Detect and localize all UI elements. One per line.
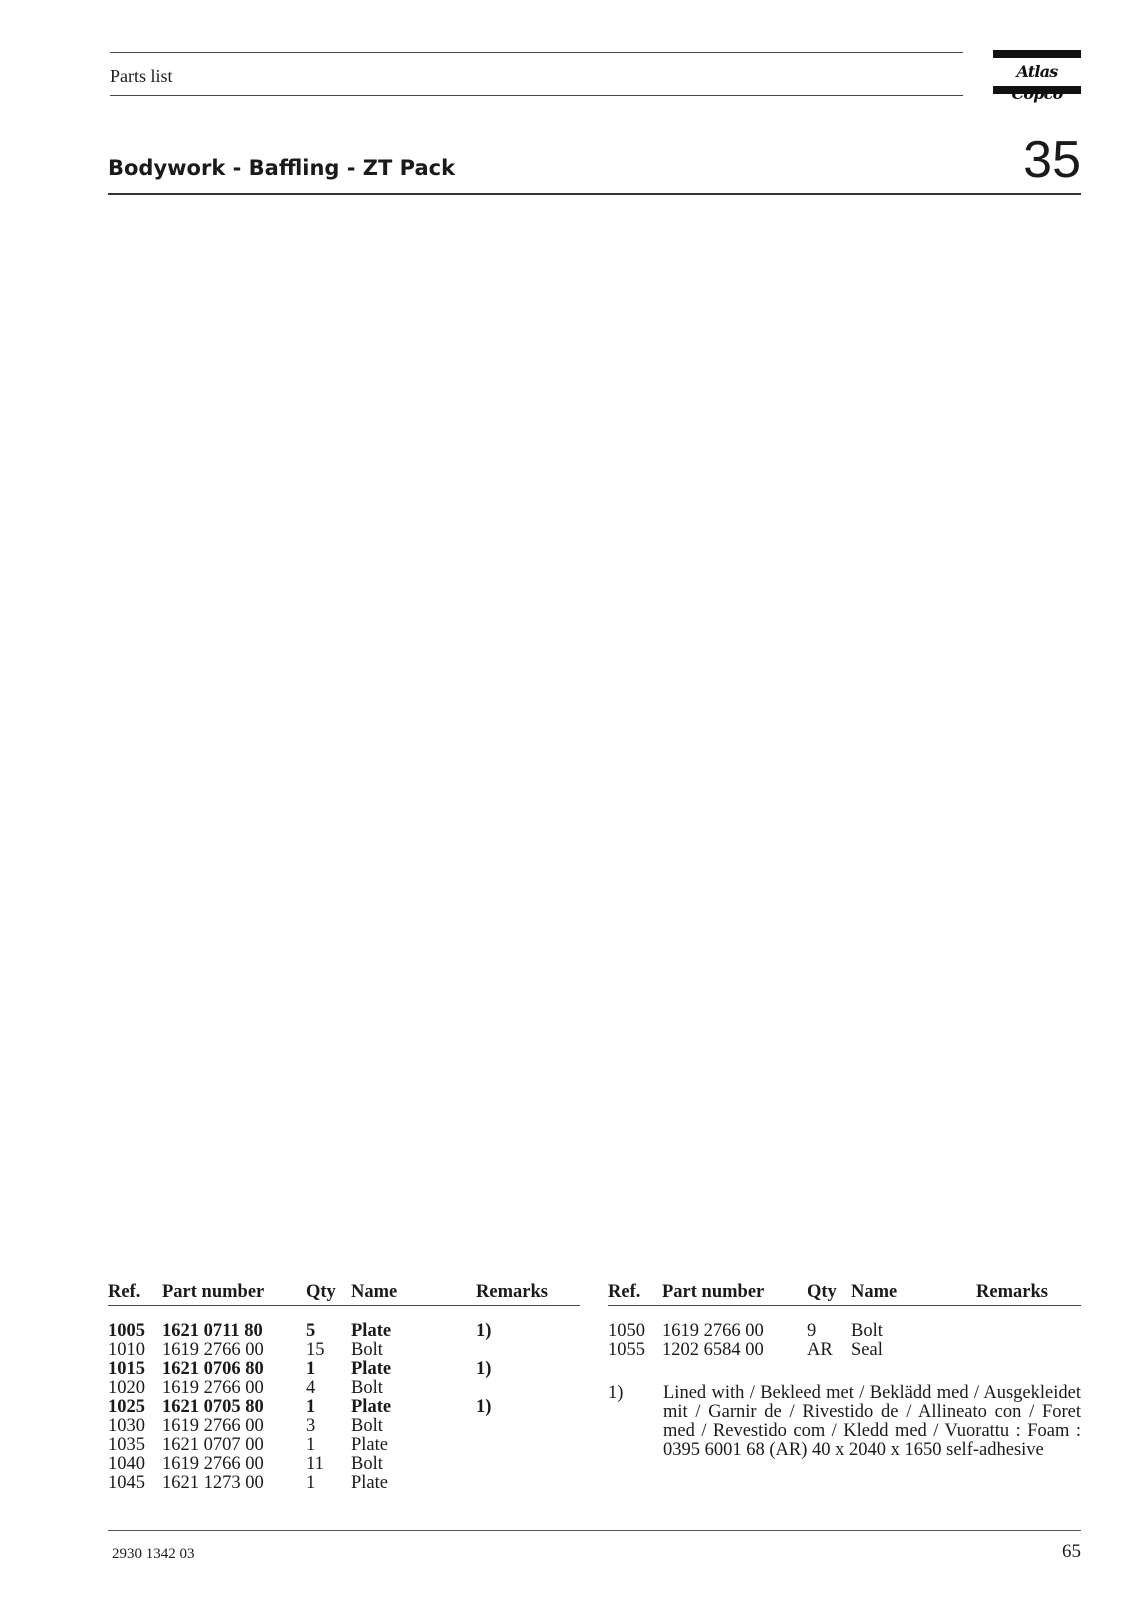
header-bottom-rule [110, 95, 963, 96]
cell-ref: 1005 [108, 1321, 145, 1341]
cell-qty: 1 [306, 1435, 316, 1455]
atlas-copco-logo [993, 50, 1081, 95]
cell-part-number: 1621 1273 00 [162, 1473, 264, 1493]
cell-ref: 1020 [108, 1378, 145, 1398]
logo-bottom-bar [993, 86, 1081, 94]
cell-part-number: 1621 0711 80 [162, 1321, 263, 1341]
table-row [108, 1379, 580, 1398]
cell-qty: 11 [306, 1454, 324, 1474]
col-header-name: Name [351, 1282, 398, 1302]
cell-ref: 1030 [108, 1416, 145, 1436]
cell-name: Bolt [351, 1378, 383, 1398]
cell-qty: AR [807, 1340, 833, 1360]
cell-remarks: 1) [476, 1359, 492, 1379]
cell-qty: 1 [306, 1397, 316, 1417]
table-row [608, 1322, 1081, 1341]
right-parts-table [608, 1322, 1081, 1360]
cell-ref: 1015 [108, 1359, 145, 1379]
header-top-rule [110, 52, 963, 53]
cell-name: Bolt [351, 1454, 383, 1474]
cell-name: Bolt [351, 1340, 383, 1360]
col-header-qty: Qty [807, 1282, 837, 1302]
table-row [108, 1360, 580, 1379]
cell-part-number: 1621 0707 00 [162, 1435, 264, 1455]
table-row [108, 1322, 580, 1341]
cell-ref: 1050 [608, 1321, 645, 1341]
table-row [108, 1455, 580, 1474]
col-header-remarks: Remarks [476, 1282, 548, 1302]
cell-qty: 3 [306, 1416, 316, 1436]
cell-ref: 1025 [108, 1397, 145, 1417]
cell-part-number: 1619 2766 00 [162, 1340, 264, 1360]
document-number: 2930 1342 03 [112, 1546, 195, 1562]
cell-name: Plate [351, 1473, 388, 1493]
cell-ref: 1035 [108, 1435, 145, 1455]
footer-rule [108, 1530, 1081, 1531]
cell-part-number: 1619 2766 00 [662, 1321, 764, 1341]
cell-remarks: 1) [476, 1397, 492, 1417]
cell-ref: 1045 [108, 1473, 145, 1493]
section-title: Bodywork - Baffling - ZT Pack [108, 156, 456, 180]
cell-ref: 1040 [108, 1454, 145, 1474]
table-row [108, 1341, 580, 1360]
cell-part-number: 1621 0705 80 [162, 1397, 264, 1417]
logo-top-bar [993, 50, 1081, 58]
table-row [108, 1436, 580, 1455]
col-header-ref: Ref. [108, 1282, 141, 1302]
left-table-header-rule [108, 1305, 580, 1306]
table-row [108, 1474, 580, 1493]
cell-name: Plate [351, 1359, 392, 1379]
title-rule [108, 193, 1081, 195]
cell-qty: 4 [306, 1378, 316, 1398]
col-header-ref: Ref. [608, 1282, 641, 1302]
cell-part-number: 1619 2766 00 [162, 1378, 264, 1398]
cell-part-number: 1202 6584 00 [662, 1340, 764, 1360]
logo-text: Atlas [1016, 62, 1058, 81]
cell-part-number: 1621 0706 80 [162, 1359, 264, 1379]
table-row [608, 1341, 1081, 1360]
col-header-remarks: Remarks [976, 1282, 1048, 1302]
left-parts-table [108, 1322, 580, 1493]
table-row [108, 1398, 580, 1417]
cell-name: Bolt [851, 1321, 883, 1341]
footnote-text: Lined with / Bekleed met / Beklädd med / Ausgekleidet mit / Garnir de / Rivestido de / Allineato con / Foret med / Revestido com / Kledd med / Vuorattu : Foam : 0395 6001 68 (AR) 40 x 2040 x 1650 self-adhesive [663, 1383, 1081, 1460]
right-table-header-rule [608, 1305, 1081, 1306]
cell-qty: 5 [306, 1321, 316, 1341]
cell-ref: 1055 [608, 1340, 645, 1360]
cell-ref: 1010 [108, 1340, 145, 1360]
cell-qty: 9 [807, 1321, 817, 1341]
cell-qty: 15 [306, 1340, 325, 1360]
col-header-part-number: Part number [662, 1282, 765, 1302]
cell-name: Plate [351, 1435, 388, 1455]
col-header-part-number: Part number [162, 1282, 265, 1302]
page-number: 65 [1062, 1541, 1081, 1562]
section-number: 35 [1023, 131, 1081, 189]
table-row [108, 1417, 580, 1436]
cell-qty: 1 [306, 1473, 316, 1493]
col-header-name: Name [851, 1282, 898, 1302]
header-label: Parts list [110, 66, 173, 86]
cell-part-number: 1619 2766 00 [162, 1454, 264, 1474]
cell-name: Plate [351, 1321, 392, 1341]
cell-name: Seal [851, 1340, 883, 1360]
footnote-marker: 1) [608, 1383, 624, 1403]
cell-qty: 1 [306, 1359, 316, 1379]
cell-name: Bolt [351, 1416, 383, 1436]
cell-remarks: 1) [476, 1321, 492, 1341]
cell-name: Plate [351, 1397, 392, 1417]
cell-part-number: 1619 2766 00 [162, 1416, 264, 1436]
col-header-qty: Qty [306, 1282, 336, 1302]
